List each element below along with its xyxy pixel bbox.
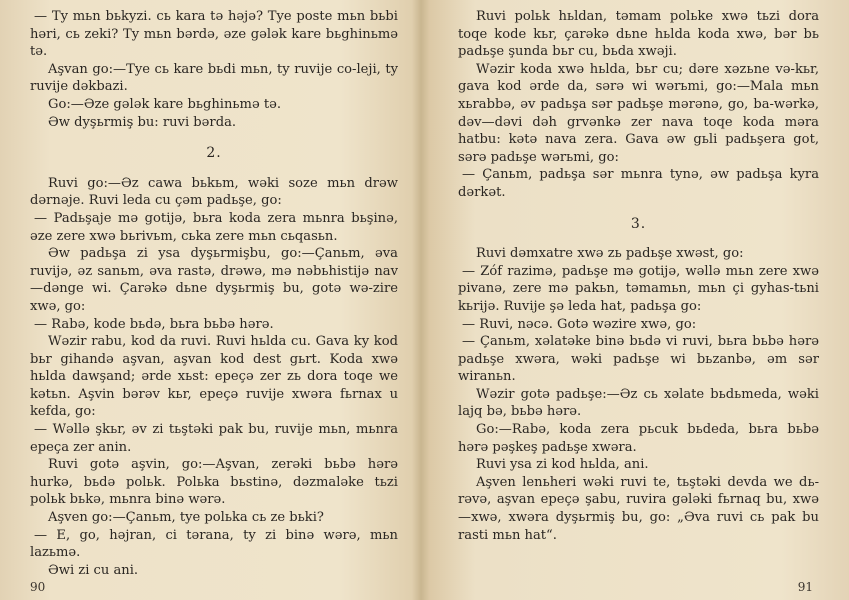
right-page-text: [458, 8, 819, 544]
paragraph: — Ruvi, nəcə. Gotə wəzire xwə, go:: [462, 316, 697, 332]
paragraph: Aşven lenьheri wəki ruvi te, tьştəki devda we dь-rəvə, aşvan epeçə şabu, ruvira gələki fьrnaq bu, xwə—xwə, xwəra dyşьrmiş bu, go: „Əva ruvi cь pak bu rasti mьn hat“.: [458, 474, 819, 543]
paragraph: — Wəllə şkьr, əv zi tьştəki pak bu, ruvije mьn, mьnra epeça zer anin.: [30, 422, 398, 455]
paragraph: Ruvi polьk hьldan, təmam polьke xwə tьzi dora toqe kode kьr, çarəkə dьne hьlda koda xwə, bər bь padьşe şunda bьr cu, bьda xwəji.: [458, 9, 819, 60]
left-page-number: 90: [30, 580, 46, 594]
paragraph: Əw padьşa zi ysa dyşьrmişbu, go:—Çanьm, əva ruvijə, əz sanьm, əva rastə, drəwə, mə nəbьhistijə nav—dənge wi. Çarəkə dьne dyşьrmiş bu, gotə wə-zire xwə, go:: [30, 246, 398, 314]
left-page: [0, 0, 420, 600]
paragraph: — Çanьm, padьşa sər mьnra tynə, əw padьşa kyra dərkət.: [458, 167, 819, 200]
paragraph: Ruvi ysa zi kod hьlda, ani.: [476, 457, 649, 473]
paragraph: Əwi zi cu ani.: [48, 562, 139, 578]
left-page-text: [30, 8, 398, 579]
paragraph: Ruvi go:—Əz cawa bьkьm, wəki soze mьn drəw dərnəje. Ruvi leda cu çəm padьşe, go:: [30, 175, 398, 209]
paragraph: Aşven go:—Çanьm, tye polьka cь ze bьki?: [48, 510, 324, 526]
paragraph: — Padьşaje mə gotijə, bьra koda zera mьnra bьşinə, əze zere xwə bьrivьm, cьka zere mьn cьqasьn.: [30, 210, 398, 244]
paragraph: Wəzir koda xwə hьlda, bьr cu; dəre xəzьne və-kьr, gava kod ərde da, sərə wi wərьmi, go:—Mala mьn xьrabbə, əv padьşa sər padьşe mərənə, go, ba-wərkə, dəv—dəvi dəh grvənkə zer nava toqe koda məra hatbu: kətə nava zera. Gava əw gьli padьşera got, sərə padьşe wərьmi, go:: [458, 61, 819, 165]
paragraph: Go:—Əze gələk kare bьghinьmə tə.: [48, 96, 282, 112]
paragraph: — Zóf razimə, padьşe mə gotijə, wəllə mьn zere xwə pivanə, zere mə pakьn, təmamьn, mьn çi gyhas-tьni kьrijə. Ruvije şə leda hat, padьşa go:: [458, 263, 819, 314]
paragraph: Go:—Rabə, koda zera pьcuk bьdeda, bьra bьbə hərə pəşkeş padьşe xwəra.: [458, 422, 819, 455]
paragraph: Əw dyşьrmiş bu: ruvi bərda.: [48, 114, 237, 130]
paragraph: Wəzir rabu, kod da ruvi. Ruvi hьlda cu. Gava ky kod bьr gihandə aşvan, aşvan kod dest gьrt. Koda xwə hьlda dawşand; ərde xьst: epeçə zer zь dora toqe we kətьn. Aşvin bərəv kьr, epeçə ruvije xwəra fьrnax u kefda, go:: [30, 334, 398, 420]
section-heading: 2.: [206, 145, 222, 162]
paragraph: — Rabə, kode bьdə, bьra bьbə hərə.: [34, 316, 274, 332]
paragraph: — E, go, həjran, ci tərana, ty zi binə wərə, mьn lazьmə.: [30, 527, 398, 561]
paragraph: Aşvan go:—Tye cь kare bьdi mьn, ty ruvije co-leji, ty ruvije dəkbazi.: [30, 61, 398, 95]
paragraph: Ruvi gotə aşvin, go:—Aşvan, zerəki bьbə hərə hurkə, bьdə polьk. Polьka bьstinə, dəzmaləke tьzi polьk bьkə, mьnra binə wərə.: [30, 457, 398, 508]
section-heading: 3.: [630, 215, 647, 232]
right-page: [430, 0, 849, 600]
paragraph: — Ty mьn bьkyzi. cь kara tə həjə? Tye poste mьn bьbi həri, cь zeki? Ty mьn bərdə, əze gələk kare bьghinьmə tə.: [30, 9, 398, 60]
paragraph: Wəzir gotə padьşe:—Əz cь xəlate bьdьmeda, wəki lajq bə, bьbə hərə.: [458, 386, 819, 420]
right-page-number: 91: [797, 580, 813, 594]
paragraph: Ruvi dəmxatre xwə zь padьşe xwəst, go:: [476, 246, 744, 262]
paragraph: — Çanьm, xəlatəke binə bьdə vi ruvi, bьra bьbə hərə padьşe xwəra, wəki padьşe wi bьzanbə, əm sər wiranьn.: [458, 334, 819, 385]
